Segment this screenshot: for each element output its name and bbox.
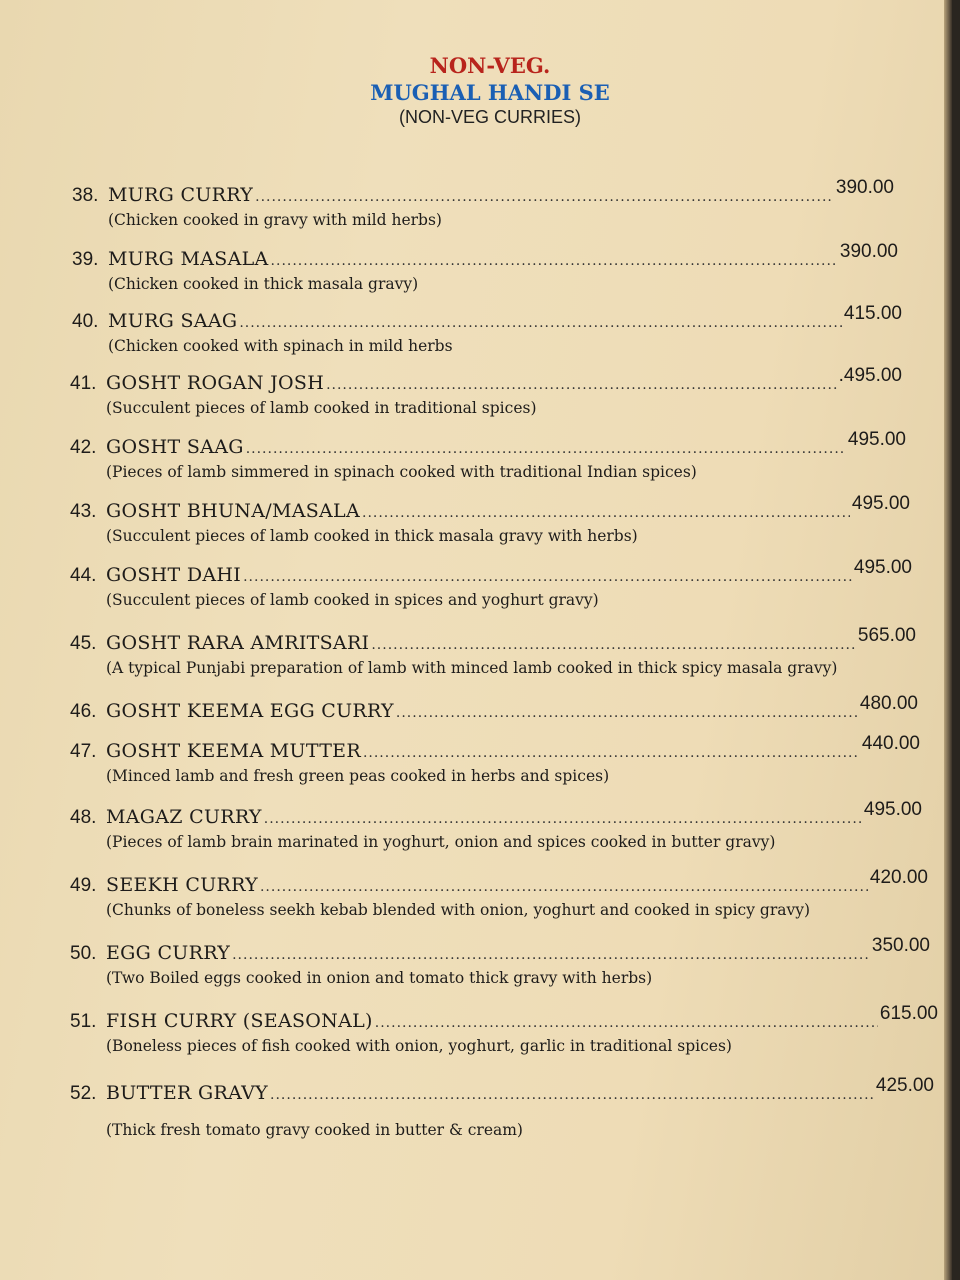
item-price: 495.00 [847,429,906,450]
item-description: (Succulent pieces of lamb cooked in traditional spices) [106,399,537,417]
dot-leader [396,700,858,726]
item-price: 565.00 [857,625,916,646]
item-description: (Minced lamb and fresh green peas cooked in herbs and spices) [106,767,610,785]
item-price: 495.00 [863,799,922,820]
dot-leader [362,500,850,526]
item-number: 39. [72,249,99,270]
item-name: GOSHT KEEMA MUTTER [106,740,361,762]
item-price: 390.00 [839,241,898,262]
item-price: 350.00 [871,935,930,956]
menu-item [70,799,922,852]
dot-leader [326,372,837,398]
item-number: 50. [70,943,97,964]
dot-leader [264,806,862,832]
item-name: SEEKH CURRY [106,874,258,896]
item-description: (Chicken cooked in thick masala gravy) [108,275,419,293]
item-number: 43. [70,501,97,522]
item-number: 52. [70,1083,97,1104]
item-price: 390.00 [835,177,894,198]
item-description: (Succulent pieces of lamb cooked in spices and yoghurt gravy) [106,591,599,609]
menu-item [72,241,898,294]
menu-item [70,867,928,920]
item-name: BUTTER GRAVY [106,1082,269,1104]
item-description: (Chicken cooked in gravy with mild herbs) [108,211,442,229]
item-price: .495.00 [838,365,902,386]
item-description: (Succulent pieces of lamb cooked in thick masala gravy with herbs) [106,527,638,545]
item-price: 495.00 [851,493,910,514]
item-description: (Chunks of boneless seekh kebab blended with onion, yoghurt and cooked in spicy gravy) [106,901,811,919]
dot-leader [270,1082,874,1108]
menu-item [70,1003,938,1056]
menu-item [72,303,902,356]
item-description: (A typical Punjabi preparation of lamb with minced lamb cooked in thick spicy masala gravy) [106,659,838,677]
menu-item [70,935,930,988]
item-name: GOSHT ROGAN JOSH [106,372,325,394]
item-number: 49. [70,875,97,896]
item-name: GOSHT DAHI [106,564,242,586]
menu-item [70,625,916,678]
item-number: 48. [70,807,97,828]
menu-item [70,493,910,546]
section-title: MUGHAL HANDI SE [370,80,610,105]
item-name: EGG CURRY [106,942,231,964]
section-subtitle: (NON-VEG CURRIES) [398,107,581,127]
item-number: 44. [70,565,97,586]
item-description: (Boneless pieces of fish cooked with onion, yoghurt, garlic in traditional spices) [106,1037,732,1055]
item-price: 415.00 [843,303,902,324]
menu-item [70,693,918,726]
menu-item [70,365,902,418]
item-description: (Thick fresh tomato gravy cooked in butter & cream) [106,1121,523,1139]
item-description: (Pieces of lamb simmered in spinach cooked with traditional Indian spices) [106,463,697,481]
dot-leader [243,564,852,590]
item-name: MAGAZ CURRY [106,806,262,828]
item-number: 45. [70,633,97,654]
item-name: GOSHT SAAG [106,436,244,458]
item-description: (Pieces of lamb brain marinated in yoghurt, onion and spices cooked in butter gravy) [106,833,776,851]
item-number: 41. [70,373,97,394]
dot-leader [260,874,868,900]
item-number: 51. [70,1011,97,1032]
menu-item [70,733,920,786]
item-name: FISH CURRY (SEASONAL) [106,1010,373,1032]
dot-leader [371,632,856,658]
dot-leader [363,740,860,766]
item-price: 495.00 [853,557,912,578]
item-name: GOSHT BHUNA/MASALA [106,500,360,522]
dot-leader [232,942,870,968]
item-price: 480.00 [859,693,918,714]
dot-leader [246,436,846,462]
menu-item [70,429,906,482]
item-name: MURG CURRY [108,184,254,206]
dot-leader [271,248,838,274]
item-price: 420.00 [869,867,928,888]
item-number: 40. [72,311,99,332]
item-description: (Two Boiled eggs cooked in onion and tomato thick gravy with herbs) [106,969,653,987]
item-price: 615.00 [879,1003,938,1024]
item-number: 38. [72,185,99,206]
dot-leader [375,1010,878,1036]
dot-leader [255,184,834,210]
dot-leader [239,310,842,336]
item-name: GOSHT RARA AMRITSARI [106,632,370,654]
item-name: MURG MASALA [108,248,269,270]
category-title: NON-VEG. [429,53,551,78]
item-number: 46. [70,701,97,722]
menu-item [70,1075,934,1140]
item-name: GOSHT KEEMA EGG CURRY [106,700,394,722]
menu-item [70,557,912,610]
item-name: MURG SAAG [108,310,238,332]
item-number: 42. [70,437,97,458]
menu-item [72,177,894,230]
item-price: 425.00 [875,1075,934,1096]
item-price: 440.00 [861,733,920,754]
item-number: 47. [70,741,97,762]
item-description: (Chicken cooked with spinach in mild herbs [108,337,453,355]
